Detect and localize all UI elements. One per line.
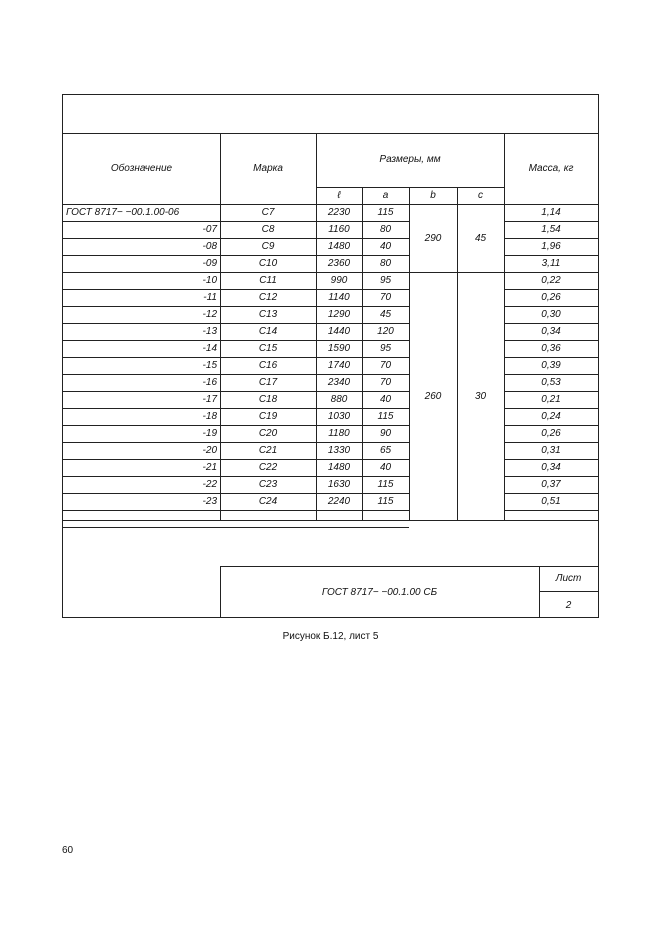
row-length-l: 1480 [327,462,351,473]
row-mass: 0,39 [541,360,561,371]
row-designation: -12 [202,309,217,320]
row-dim-a: 115 [377,496,394,507]
row-divider-right [504,374,598,375]
stamp-sheet-hdivider [539,591,598,592]
row-designation: -21 [202,462,217,473]
row-divider-left [63,425,409,426]
row-divider-left [63,459,409,460]
row-dim-a: 70 [379,360,392,371]
row-divider-right [504,408,598,409]
row-grade: С15 [258,343,278,354]
row-designation: -17 [202,394,217,405]
row-divider-left [63,391,409,392]
row-designation: -14 [202,343,217,354]
row-length-l: 2340 [327,377,351,388]
row-divider-left [63,221,409,222]
row-divider-left [63,408,409,409]
row-designation: -20 [202,445,217,456]
group-divider [409,272,504,273]
row-dim-a: 40 [379,462,392,473]
row-dim-a: 40 [379,394,392,405]
row-divider-left [63,255,409,256]
row-divider-right [504,306,598,307]
row-divider-left [63,289,409,290]
row-grade: С9 [261,241,275,252]
row-divider-left [63,357,409,358]
row-mass: 0,30 [541,309,561,320]
row-divider-left [63,306,409,307]
row-divider-right [504,493,598,494]
row-mass: 0,31 [541,445,561,456]
row-designation: -11 [203,292,217,303]
row-grade: С22 [258,462,278,473]
row-grade: С23 [258,479,278,490]
row-dim-a: 45 [379,309,392,320]
row-designation: -08 [202,241,217,252]
merged-c-group2: 30 [474,391,487,402]
row-length-l: 1180 [328,428,350,439]
row-designation: -09 [202,258,217,269]
row-divider-left [63,323,409,324]
row-mass: 0,53 [541,377,561,388]
row-divider-left [63,340,409,341]
row-dim-a: 115 [377,207,394,218]
row-mass: 0,36 [541,343,561,354]
row-length-l: 1030 [327,411,351,422]
row-designation: -19 [202,428,217,439]
row-designation: -22 [202,479,217,490]
row-divider-right [504,476,598,477]
header-bottom-divider [63,204,598,205]
row-divider-right [504,459,598,460]
row-length-l: 2360 [327,258,351,269]
row-divider-left [63,238,409,239]
row-grade: С14 [258,326,278,337]
header-dimensions: Размеры, мм [379,154,441,165]
header-mass: Масса, кг [528,163,574,174]
row-grade: С19 [258,411,278,422]
row-dim-a: 70 [379,292,392,303]
row-mass: 0,26 [541,428,561,439]
stamp-top-border [220,566,598,567]
row-divider-left [63,476,409,477]
row-divider-right [504,323,598,324]
row-divider-right [504,221,598,222]
row-length-l: 1630 [327,479,351,490]
row-grade: С18 [258,394,278,405]
row-divider-left [63,272,409,273]
row-divider-right [504,289,598,290]
table-bottom-border [63,520,598,521]
figure-caption: Рисунок Б.12, лист 5 [282,631,379,642]
row-designation: -10 [202,275,217,286]
merged-b-group1: 290 [424,233,442,244]
header-sub-l: ℓ [337,190,341,201]
row-mass: 0,22 [541,275,561,286]
row-grade: С17 [258,377,278,388]
row-designation: -18 [202,411,217,422]
row-length-l: 1160 [328,224,350,235]
row-mass: 0,26 [541,292,561,303]
row-grade: С24 [258,496,278,507]
row-dim-a: 120 [377,326,394,337]
row-designation: -23 [202,496,217,507]
header-sub-divider [316,187,504,188]
row-length-l: 1480 [327,241,351,252]
row-divider-right [504,255,598,256]
row-length-l: 1590 [327,343,351,354]
header-designation: Обозначение [110,163,173,174]
row-designation: ГОСТ 8717− −00.1.00-06 [66,207,180,218]
row-dim-a: 115 [377,479,394,490]
row-dim-a: 70 [379,377,392,388]
row-designation: -07 [202,224,217,235]
row-grade: С11 [259,275,277,286]
row-dim-a: 65 [379,445,392,456]
row-mass: 0,21 [541,394,561,405]
blank-row-divider [63,527,409,528]
row-grade: С20 [258,428,278,439]
row-length-l: 880 [330,394,348,405]
row-divider-right [504,340,598,341]
row-divider-right [504,391,598,392]
drawing-sheet [62,94,599,618]
row-designation: -13 [202,326,217,337]
header-sub-c: c [478,190,483,201]
row-grade: С21 [258,445,278,456]
row-length-l: 2240 [327,496,351,507]
row-length-l: 1740 [327,360,351,371]
page-number: 60 [62,845,74,856]
top-blank-divider [63,133,598,134]
row-divider-left [63,493,409,494]
row-divider-right [504,238,598,239]
row-dim-a: 80 [379,224,392,235]
row-dim-a: 95 [379,275,392,286]
merged-b-group2: 260 [424,391,442,402]
row-dim-a: 80 [379,258,392,269]
row-designation: -16 [202,377,217,388]
row-divider-right [504,510,598,511]
header-sub-a: a [382,190,389,201]
row-length-l: 1330 [327,445,351,456]
merged-c-group1: 45 [474,233,487,244]
row-dim-a: 90 [379,428,392,439]
row-designation: -15 [202,360,217,371]
row-mass: 0,34 [541,326,561,337]
row-divider-left [63,374,409,375]
stamp-document-code: ГОСТ 8717− −00.1.00 СБ [321,587,438,598]
row-mass: 0,34 [541,462,561,473]
row-divider-left [63,442,409,443]
row-dim-a: 40 [379,241,392,252]
row-divider-right [504,442,598,443]
row-grade: С12 [258,292,278,303]
row-divider-right [504,272,598,273]
row-mass: 1,14 [541,207,561,218]
row-divider-left [63,510,409,511]
row-length-l: 990 [330,275,348,286]
row-length-l: 1440 [327,326,351,337]
stamp-sheet-number: 2 [565,600,572,611]
header-grade: Марка [253,163,283,174]
row-grade: С8 [261,224,275,235]
stamp-sheet-label: Лист [555,573,582,584]
header-sub-b: b [430,190,436,201]
row-mass: 0,24 [541,411,561,422]
row-grade: С7 [261,207,275,218]
row-dim-a: 115 [377,411,394,422]
row-grade: С16 [258,360,278,371]
row-divider-right [504,425,598,426]
row-grade: С10 [258,258,278,269]
row-mass: 0,37 [541,479,561,490]
row-length-l: 1290 [327,309,351,320]
row-mass: 0,51 [541,496,561,507]
row-divider-right [504,357,598,358]
row-length-l: 2230 [327,207,351,218]
row-mass: 3,11 [541,258,561,269]
row-grade: С13 [258,309,278,320]
row-mass: 1,54 [541,224,561,235]
row-mass: 1,96 [541,241,561,252]
row-dim-a: 95 [379,343,392,354]
row-length-l: 1140 [328,292,350,303]
